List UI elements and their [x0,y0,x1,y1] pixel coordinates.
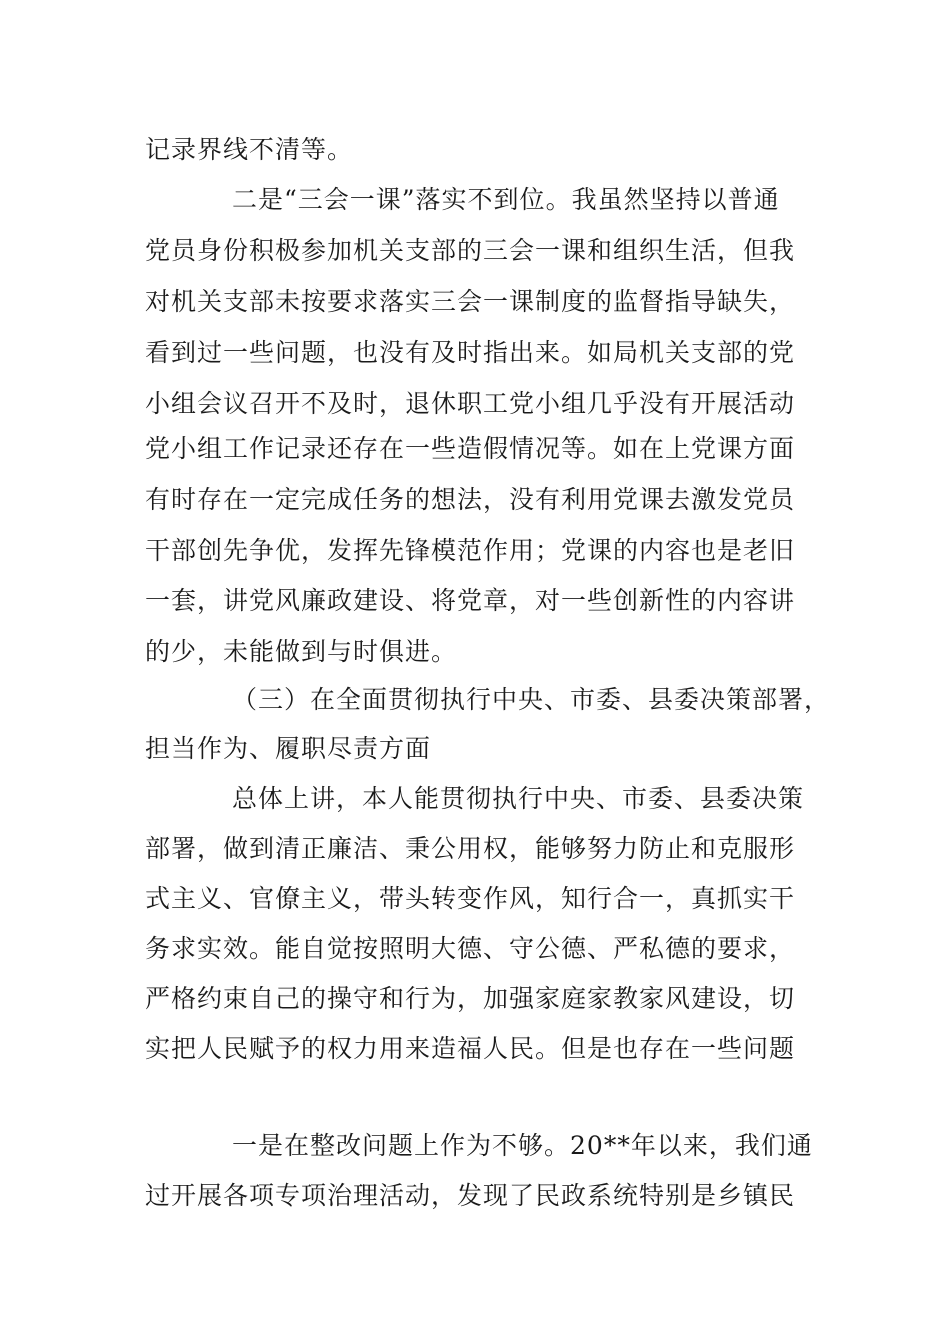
text-line: 的少，未能做到与时俱进。 [145,637,458,666]
text-line: 看到过一些问题，也没有及时指出来。如局机关支部的党 [145,338,796,367]
text-line: 小组会议召开不及时，退休职工党小组几乎没有开展活动 [145,389,796,418]
text-line: 有时存在一定完成任务的想法，没有利用党课去激发党员 [145,485,796,514]
text-line: 党员身份积极参加机关支部的三会一课和组织生活，但我 [145,236,796,265]
text-line: 一套，讲党风廉政建设、将党章，对一些创新性的内容讲 [145,586,796,615]
text-line: 严格约束自己的操守和行为，加强家庭家教家风建设，切 [145,984,796,1013]
text-line: 部署，做到清正廉洁、秉公用权，能够努力防止和克服形 [145,834,796,863]
text-line: 过开展各项专项治理活动，发现了民政系统特别是乡镇民 [145,1181,796,1210]
text-line: 党小组工作记录还存在一些造假情况等。如在上党课方面 [145,434,796,463]
section-heading: 担当作为、履职尽责方面 [145,734,432,763]
text-line: 二是“三会一课”落实不到位。我虽然坚持以普通 [232,185,780,214]
text-line: 式主义、官僚主义，带头转变作风，知行合一，真抓实干 [145,884,796,913]
text-line: 一是在整改问题上作为不够。20**年以来，我们通 [232,1131,813,1160]
text-line: 实把人民赋予的权力用来造福人民。但是也存在一些问题 [145,1034,796,1063]
text-line: 务求实效。能自觉按照明大德、守公德、严私德的要求， [145,934,796,963]
text-line: 总体上讲，本人能贯彻执行中央、市委、县委决策 [232,784,805,813]
text-line: 对机关支部未按要求落实三会一课制度的监督指导缺失， [145,287,796,316]
section-heading: （三）在全面贯彻执行中央、市委、县委决策部署， [232,685,831,714]
text-line: 干部创先争优，发挥先锋模范作用；党课的内容也是老旧 [145,536,796,565]
text-line: 记录界线不清等。 [145,135,354,164]
